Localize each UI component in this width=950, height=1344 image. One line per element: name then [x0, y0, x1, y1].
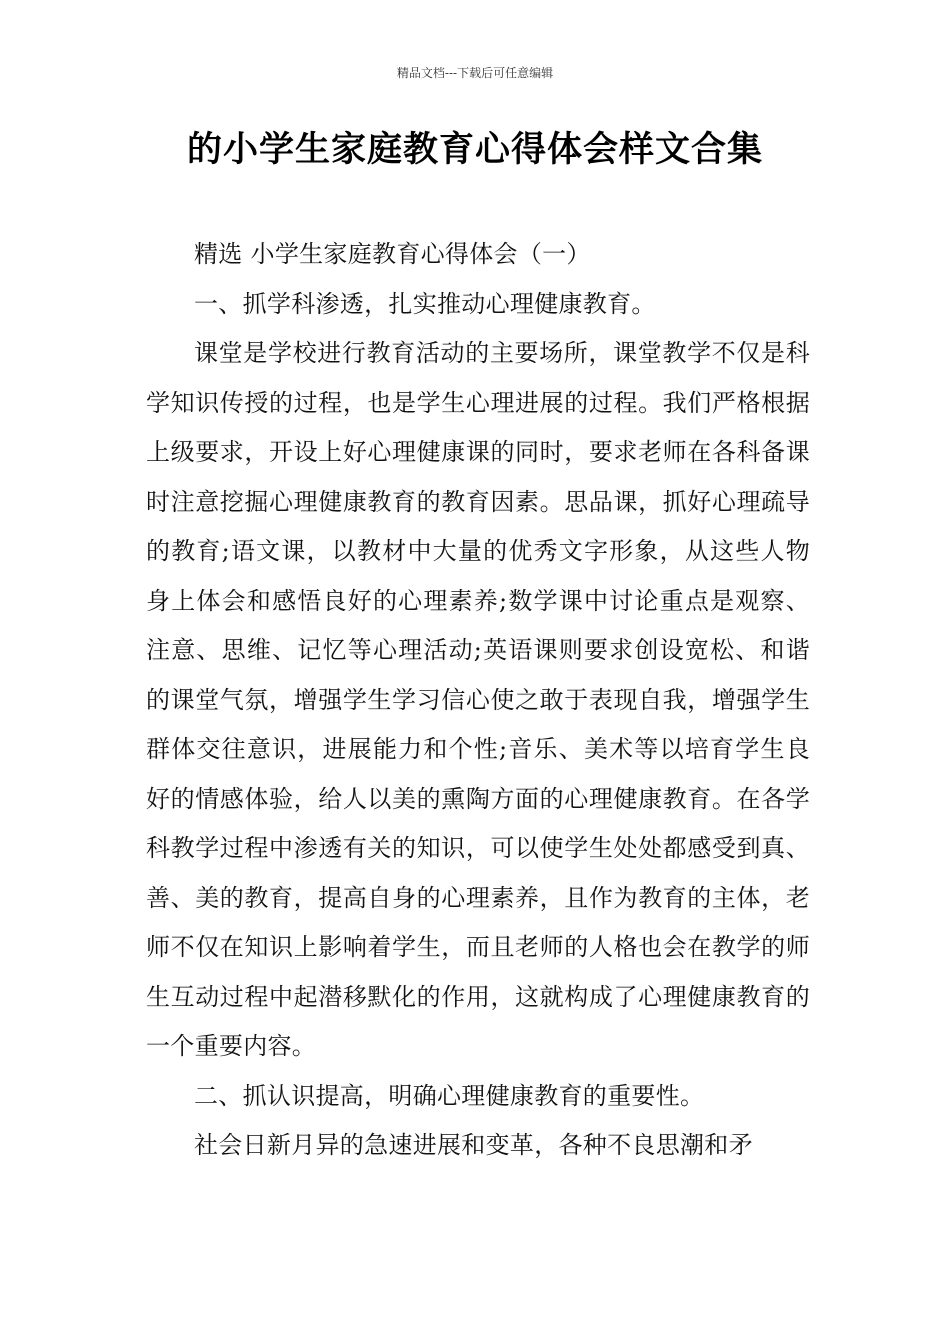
- section-title: 精选 小学生家庭教育心得体会（一）: [194, 240, 591, 268]
- point-heading-2: 二、抓认识提高，明确心理健康教育的重要性。: [194, 1081, 705, 1110]
- document-body: [146, 230, 810, 1171]
- header-note: 精品文档---下载后可任意编辑: [396, 66, 554, 80]
- body-paragraph-2: 社会日新月异的急速进展和变革，各种不良思潮和矛: [194, 1131, 753, 1159]
- document-title: 的小学生家庭教育心得体会样文合集: [186, 130, 763, 170]
- body-paragraph-1: 课堂是学校进行教育活动的主要场所，课堂教学不仅是科学知识传授的过程，也是学生心理进展的过程。我们严格根据上级要求，开设上好心理健康课的同时，要求老师在各科备课时注意挖掘心理健康教育的教育因素。思品课，抓好心理疏导的教育;语文课，以教材中大量的优秀文字形象，从这些人物身上体会和感悟良好的心理素养;数学课中讨论重点是观察、注意、思维、记忆等心理活动;英语课则要求创设宽松、和谐的课堂气氛，增强学生学习信心使之敢于表现自我，增强学生群体交往意识，进展能力和个性;音乐、美术等以培育学生良好的情感体验，给人以美的熏陶方面的心理健康教育。在各学科教学过程中渗透有关的知识，可以使学生处处都感受到真、善、美的教育，提高自身的心理素养，且作为教育的主体，老师不仅在知识上影响着学生，而且老师的人格也会在教学的师生互动过程中起潜移默化的作用，这就构成了心理健康教育的一个重要内容。: [146, 339, 810, 1060]
- point-heading-1: 一、抓学科渗透，扎实推动心理健康教育。: [194, 289, 656, 318]
